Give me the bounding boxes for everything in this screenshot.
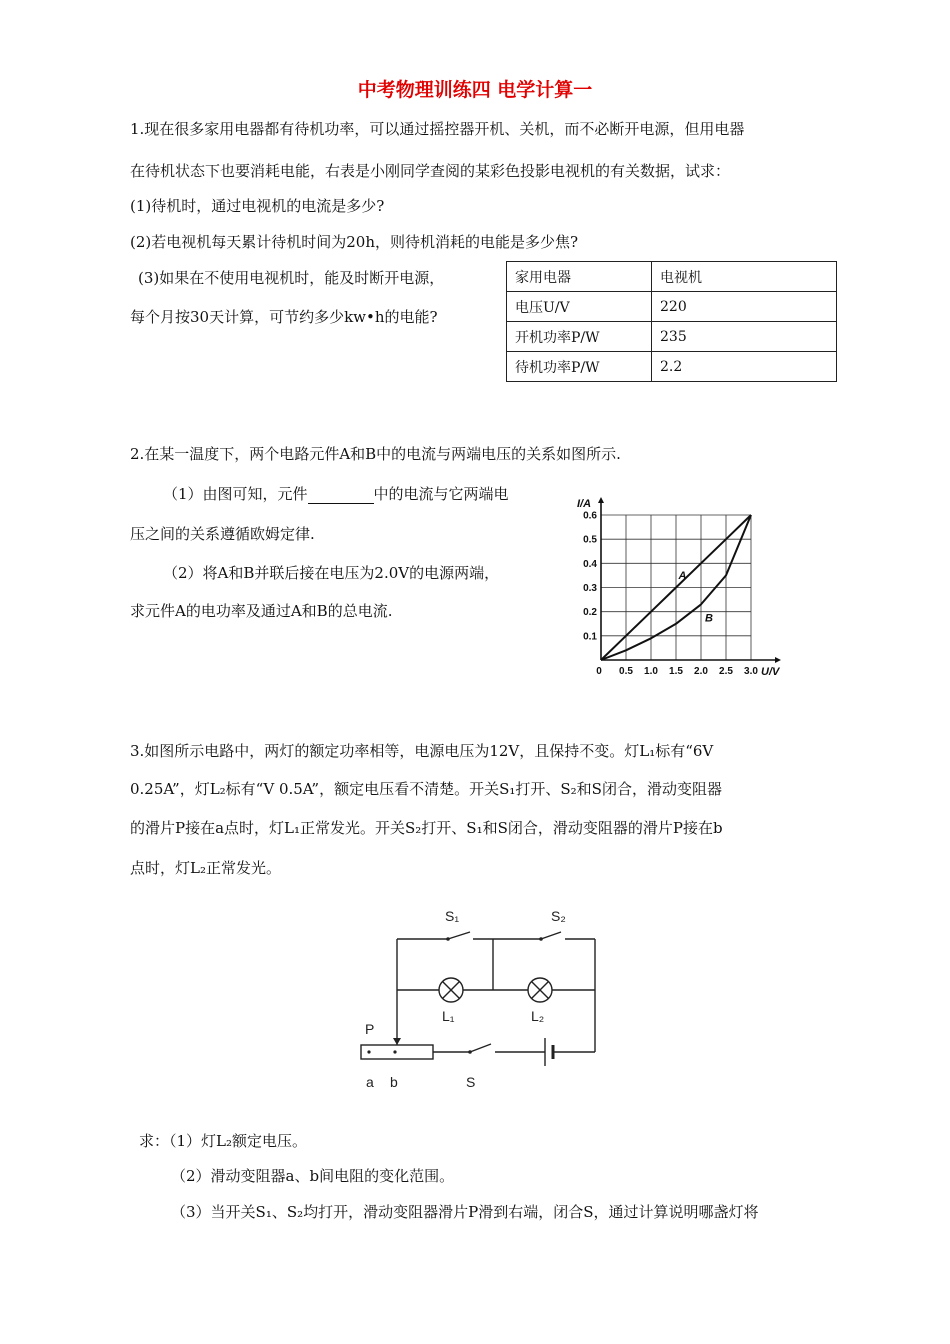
- q1-line1: 1.现在很多家用电器都有待机功率，可以通过摇控器开机、关机，而不必断开电源，但用电器: [130, 120, 745, 138]
- table-row: [507, 262, 837, 292]
- q3-line3: 的滑片P接在a点时，灯L₁正常发光。开关S₂打开、S₁和S闭合，滑动变阻器的滑片P接在b: [130, 819, 723, 837]
- label-l1: L₁: [442, 1008, 455, 1024]
- table-cell: 开机功率P/W: [507, 322, 652, 352]
- y-tick-label: 0.6: [583, 510, 597, 522]
- table-cell: 待机功率P/W: [507, 352, 652, 382]
- table-cell: 2.2: [652, 352, 837, 382]
- x-tick-label: 3.0: [744, 666, 758, 677]
- q1-sub3b: 每个月按30天计算，可节约多少kw•h的电能?: [130, 308, 438, 326]
- switch-contact: [539, 937, 543, 941]
- label-b: b: [390, 1074, 398, 1090]
- label-l2: L₂: [531, 1008, 545, 1024]
- q1-line2: 在待机状态下也要消耗电能，右表是小刚同学查阅的某彩色投影电视机的有关数据，试求：: [130, 162, 731, 180]
- label-s: S: [466, 1074, 476, 1090]
- circuit-diagram: [355, 895, 615, 1095]
- q2-part1-text-a: （1）由图可知，元件: [163, 485, 308, 503]
- table-cell: 220: [652, 292, 837, 322]
- q3-ask3: （3）当开关S₁、S₂均打开，滑动变阻器滑片P滑到右端，闭合S，通过计算说明哪盏灯将: [171, 1203, 759, 1221]
- label-s1: S₁: [445, 908, 460, 924]
- table-cell: 电压U/V: [507, 292, 652, 322]
- y-axis-arrow: [598, 497, 604, 503]
- tv-data-table: [506, 261, 837, 382]
- table-row: [507, 352, 837, 382]
- lamp-l1-icon: [439, 978, 463, 1002]
- y-tick-label: 0.5: [583, 534, 597, 546]
- q3-line2: 0.25A”，灯L₂标有“V 0.5A”，额定电压看不清楚。开关S₁打开、S₂和S闭合，滑动变阻器: [130, 780, 722, 798]
- y-tick-label: 0.1: [583, 631, 597, 643]
- switch-s-blade: [470, 1044, 491, 1052]
- label-p: P: [365, 1021, 375, 1037]
- x-tick-label: 0.5: [619, 666, 633, 677]
- iu-graph: [568, 486, 800, 686]
- series-label-B: B: [705, 612, 713, 625]
- x-tick-label: 2.5: [719, 666, 733, 677]
- q2-part2b: 求元件A的电功率及通过A和B的总电流.: [130, 602, 393, 620]
- q2-part2a: （2）将A和B并联后接在电压为2.0V的电源两端，: [163, 564, 500, 582]
- q3-ask1: 求：（1）灯L₂额定电压。: [139, 1132, 308, 1150]
- label-a: a: [366, 1074, 374, 1090]
- x-tick-label: 2.0: [694, 666, 708, 677]
- q1-sub3a: (3)如果在不使用电视机时，能及时断开电源，: [138, 269, 445, 287]
- rheostat-icon: [361, 1045, 433, 1059]
- lamp-l2-icon: [528, 978, 552, 1002]
- y-tick-label: 0.4: [583, 558, 597, 570]
- y-tick-label: 0.3: [583, 583, 597, 594]
- slider-arrow-icon: [393, 1038, 401, 1045]
- x-tick-label: 0: [596, 666, 602, 677]
- label-s2: S₂: [551, 908, 566, 924]
- x-tick-label: 1.5: [669, 666, 683, 677]
- switch-contact: [468, 1050, 472, 1054]
- y-tick-label: 0.2: [583, 607, 597, 619]
- q3-line4: 点时，灯L₂正常发光。: [130, 859, 281, 877]
- table-row: [507, 322, 837, 352]
- q3-line1: 3.如图所示电路中，两灯的额定功率相等，电源电压为12V，且保持不变。灯L₁标有“6V: [130, 742, 714, 760]
- table-cell: 家用电器: [507, 262, 652, 292]
- switch-contact: [446, 937, 450, 941]
- switch-s1-blade: [448, 932, 470, 939]
- x-tick-label: 1.0: [644, 666, 658, 677]
- q2-part1-cont: 压之间的关系遵循欧姆定律.: [130, 525, 315, 543]
- answer-blank: [308, 489, 374, 504]
- q1-sub1: (1)待机时，通过电视机的电流是多少?: [130, 197, 385, 215]
- switch-s2-blade: [541, 932, 561, 939]
- table-cell: 235: [652, 322, 837, 352]
- battery-icon: [545, 1038, 553, 1066]
- q3-ask2: （2）滑动变阻器a、b间电阻的变化范围。: [171, 1167, 455, 1185]
- q1-sub2: (2)若电视机每天累计待机时间为20h，则待机消耗的电能是多少焦?: [130, 233, 579, 251]
- x-axis-label: U/V: [761, 666, 780, 678]
- table-cell: 电视机: [652, 262, 837, 292]
- page-title: 中考物理训练四 电学计算一: [357, 79, 593, 101]
- q2-part1: [163, 484, 509, 504]
- series-label-A: A: [678, 570, 687, 583]
- q2-part1-text-b: 中的电流与它两端电: [373, 485, 509, 503]
- table-row: [507, 292, 837, 322]
- y-axis-label: I/A: [577, 498, 592, 510]
- q2-line1: 2.在某一温度下，两个电路元件A和B中的电流与两端电压的关系如图所示.: [130, 445, 621, 463]
- x-axis-arrow: [775, 657, 781, 663]
